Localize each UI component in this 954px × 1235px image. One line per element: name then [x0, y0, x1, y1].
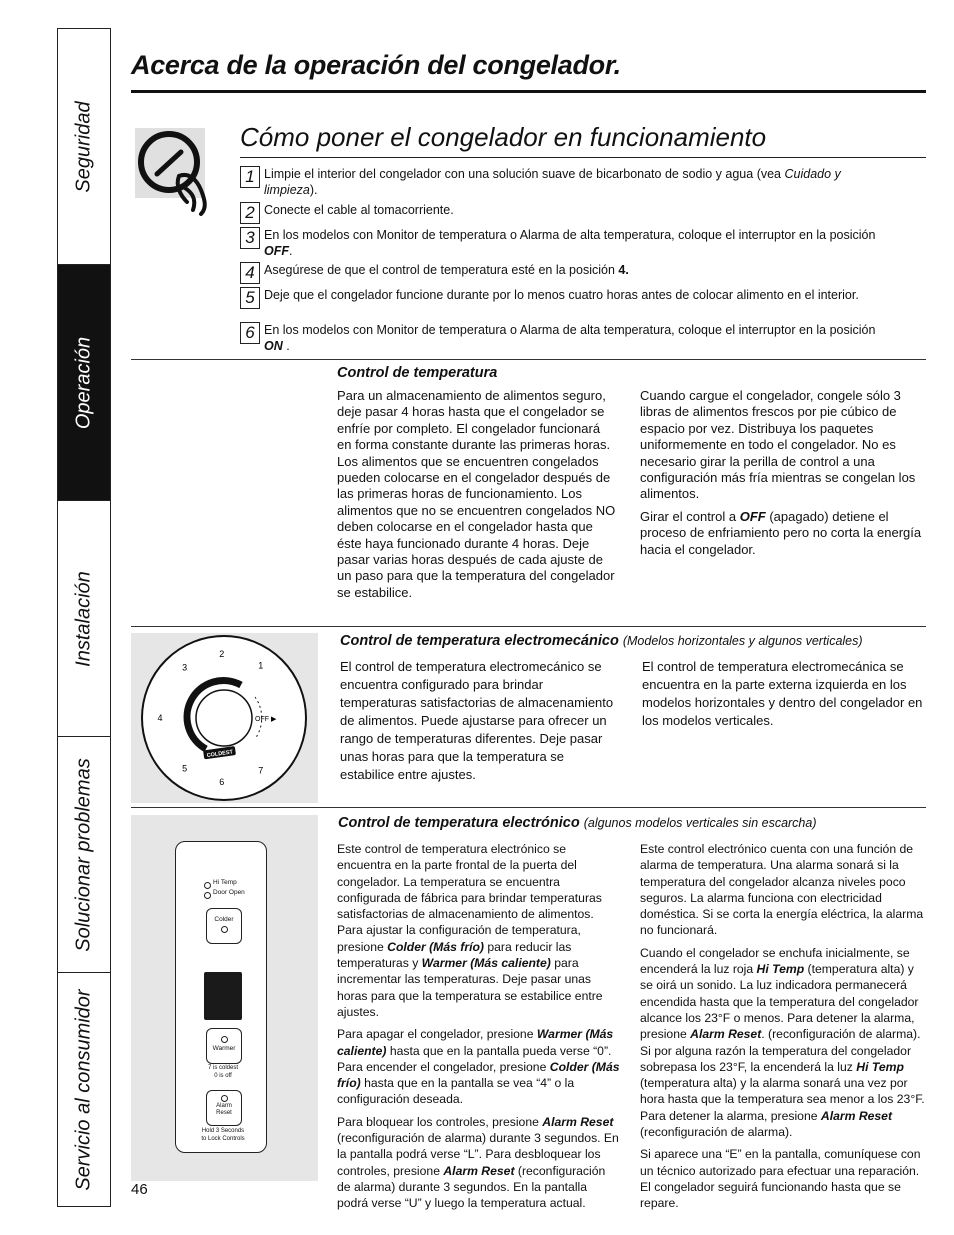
electronic-left: [337, 841, 621, 1218]
tab-servicio-consumidor[interactable]: [58, 973, 110, 1206]
dial-number: 6: [219, 776, 225, 787]
warmer-label: Warmer: [212, 1045, 236, 1052]
step-text: En los modelos con Monitor de temperatura o Alarma de alta temperatura, coloque el interruptor en la posición ON .: [264, 323, 876, 353]
tab-label: Servicio al consumidor: [72, 988, 95, 1191]
subtitle-rule: [240, 157, 926, 158]
hi-temp-led-icon: [204, 882, 211, 889]
temperature-display: [204, 972, 242, 1020]
alarm-reset-button[interactable]: [206, 1090, 242, 1126]
step-number: 5: [240, 287, 260, 309]
dial-number: 4: [157, 713, 163, 723]
alarm-reset-label: Alarm Reset: [216, 1103, 232, 1116]
door-open-led-icon: [204, 892, 211, 899]
title-rule: [131, 90, 926, 93]
hi-temp-label: Hi Temp: [213, 879, 237, 886]
section-subtitle: Cómo poner el congelador en funcionamiento: [240, 122, 767, 152]
step-number: 2: [240, 202, 260, 224]
paragraph: Girar el control a OFF (apagado) detiene el proceso de enfriamiento pero no corta la energía hacia el congelador.: [640, 508, 922, 557]
paragraph: Cuando el congelador se enchufa inicialmente, se encenderá la luz roja Hi Temp (temperatura alta) y se oirá un sonido. La luz indicadora permanecerá encendida hasta que la temperatura del congelador alcance los 23°F o menos. Para detener la alarma, presione Alarm Reset. (reconfiguración de alarma). Si por alguna razón la temperatura del congelador sobrepasa los 23°F, la encenderá la luz Hi Temp (temperatura alta) y la alarma sonará una vez por hora hasta que la temperatura sea menor a los 23°F. Para detener la alarma, presione Alarm Reset (reconfiguración de alarma).: [640, 945, 925, 1140]
dial-number: 2: [219, 649, 225, 660]
control-temp-heading: Control de temperatura: [337, 365, 498, 381]
electromec-left: El control de temperatura electromecánico se encuentra configurado para brindar temperaturas satisfactorias de almacenamiento de alimentos. Puede ajustarse para ofrecer un rango de temperaturas diferentes. Deje pasar unas horas para que la temperatura se estabilice entre ajustes.: [340, 659, 614, 782]
step-number: 3: [240, 227, 260, 249]
tab-solucionar-problemas[interactable]: [58, 737, 110, 973]
warmer-note: 7 is coldest 0 is off: [207, 1065, 238, 1079]
tab-label: Seguridad: [72, 100, 95, 193]
control-temp-right: [640, 388, 922, 564]
dial-number: 7: [258, 765, 264, 776]
control-panel-image: [131, 815, 318, 1181]
paragraph: Para apagar el congelador, presione Warmer (Más caliente) hasta que en la pantalla pueda verse “0”. Para encender el congelador, presione Colder (Más frío) hasta que en la pantalla se vea “4” o la configuración deseada.: [337, 1027, 620, 1107]
electromec-heading: [340, 633, 863, 649]
step-text: Deje que el congelador funcione durante por lo menos cuatro horas antes de colocar alimento en el interior.: [264, 288, 859, 302]
colder-led-icon: [221, 926, 228, 933]
electronic-heading: [338, 815, 817, 831]
colder-label: Colder: [214, 916, 234, 923]
tab-seguridad[interactable]: [58, 29, 110, 265]
paragraph: Este control electrónico cuenta con una función de alarma de temperatura. Una alarma sonará si la temperatura del congelador alcanza niveles poco seguros. La alarma funciona con electricidad doméstica. Si se corta la energía eléctrica, la alarma no funcionará.: [640, 842, 924, 938]
electromec-title: Control de temperatura electromecánico: [340, 633, 619, 649]
dial-number: 3: [182, 662, 188, 673]
divider: [131, 359, 926, 360]
tab-label: Instalación: [72, 570, 95, 667]
control-temp-left: Para un almacenamiento de alimentos seguro, deje pasar 4 horas hasta que el congelador se enfríe por completo. El congelador funcionará en forma constante durante las primeras horas. Los alimentos que se encuentren congelados pueden colocarse en el congelador después de las primeras horas de funcionamiento. Los alimentos que no se encuentren congelados NO deben colocarse en el congelador hasta que éste haya funcionado durante 4 horas. Deje pasar varias horas después de cada ajuste de un paso para que la temperatura del congelador se estabilice.: [337, 388, 616, 600]
step-text: Limpie el interior del congelador con una solución suave de bicarbonato de sodio y agua (vea Cuidado y limpieza).: [264, 167, 841, 197]
side-tabs: [57, 28, 111, 1207]
divider: [131, 626, 926, 627]
page-title: Acerca de la operación del congelador.: [131, 50, 621, 80]
hand-dial-icon: [135, 128, 205, 198]
paragraph: Este control de temperatura electrónico se encuentra en la parte frontal de la puerta del congelador. La temperatura se encuentra configurada de fábrica para brindar temperaturas satisfactorias de almacenamiento de alimentos. Para ajustar la configuración de temperatura, presione Colder (Más frío) para reducir las temperaturas y Warmer (Más caliente) para incrementar las temperaturas. Deje pasar unas horas para que la temperatura se estabilice entre ajustes.: [337, 842, 603, 1019]
dial-number: 1: [258, 660, 264, 671]
dial-panel: [131, 633, 318, 803]
dial-coldest-label: COLDEST: [206, 749, 234, 759]
step-text: Conecte el cable al tomacorriente.: [264, 203, 454, 217]
electronic-right: [640, 841, 926, 1218]
electronic-sub: (algunos modelos verticales sin escarcha): [583, 816, 817, 830]
tab-label: Solucionar problemas: [72, 757, 95, 952]
paragraph: Para bloquear los controles, presione Alarm Reset (reconfiguración de alarma) durante 3 segundos. En la pantalla podrá verse “L”. Para desbloquear los controles, presione Alarm Reset (reconfiguración de alarma) durante 3 segundos. En la pantalla podrá verse “U” y luego la temperatura actual.: [337, 1114, 619, 1211]
step-number: 4: [240, 262, 260, 284]
electromec-sub: (Modelos horizontales y algunos verticales): [622, 634, 863, 648]
step-number: 6: [240, 322, 260, 344]
electromec-right: El control de temperatura electromecánica se encuentra en la parte externa izquierda en los modelos horizontales y dentro del congelador en los modelos verticales.: [642, 659, 923, 728]
step-text: En los modelos con Monitor de temperatura o Alarma de alta temperatura, coloque el interruptor en la posición OFF.: [264, 228, 876, 258]
page-number: 46: [131, 1181, 148, 1198]
control-panel: [175, 841, 267, 1153]
tab-operacion[interactable]: [58, 265, 110, 501]
door-open-label: Door Open: [213, 889, 245, 896]
alarm-note: Hold 3 Seconds to Lock Controls: [201, 1128, 245, 1142]
dial-off-label: OFF ▶: [255, 716, 277, 723]
colder-button[interactable]: [206, 908, 242, 944]
warmer-button[interactable]: [206, 1028, 242, 1064]
electronic-title: Control de temperatura electrónico: [338, 815, 580, 831]
tab-instalacion[interactable]: [58, 501, 110, 737]
temperature-dial-icon: [131, 633, 318, 803]
divider: [131, 807, 926, 808]
warmer-led-icon: [221, 1036, 228, 1043]
paragraph: Si aparece una “E” en la pantalla, comuníquese con un técnico autorizado para efectuar una reparación. El congelador seguirá funcionando hasta que se repare.: [640, 1147, 921, 1211]
alarm-led-icon: [221, 1095, 228, 1102]
dial-number: 5: [182, 763, 188, 774]
paragraph: Cuando cargue el congelador, congele sólo 3 libras de alimentos frescos por pie cúbico de espacio por vez. Distribuya los paquetes uniformemente en todo el congelador. No es necesario girar la perilla de control a una configuración más fría mientras se congelan los alimentos.: [640, 388, 916, 502]
step-text: Asegúrese de que el control de temperatura esté en la posición 4.: [264, 263, 629, 277]
step-number: 1: [240, 166, 260, 188]
tab-label: Operación: [72, 336, 95, 429]
